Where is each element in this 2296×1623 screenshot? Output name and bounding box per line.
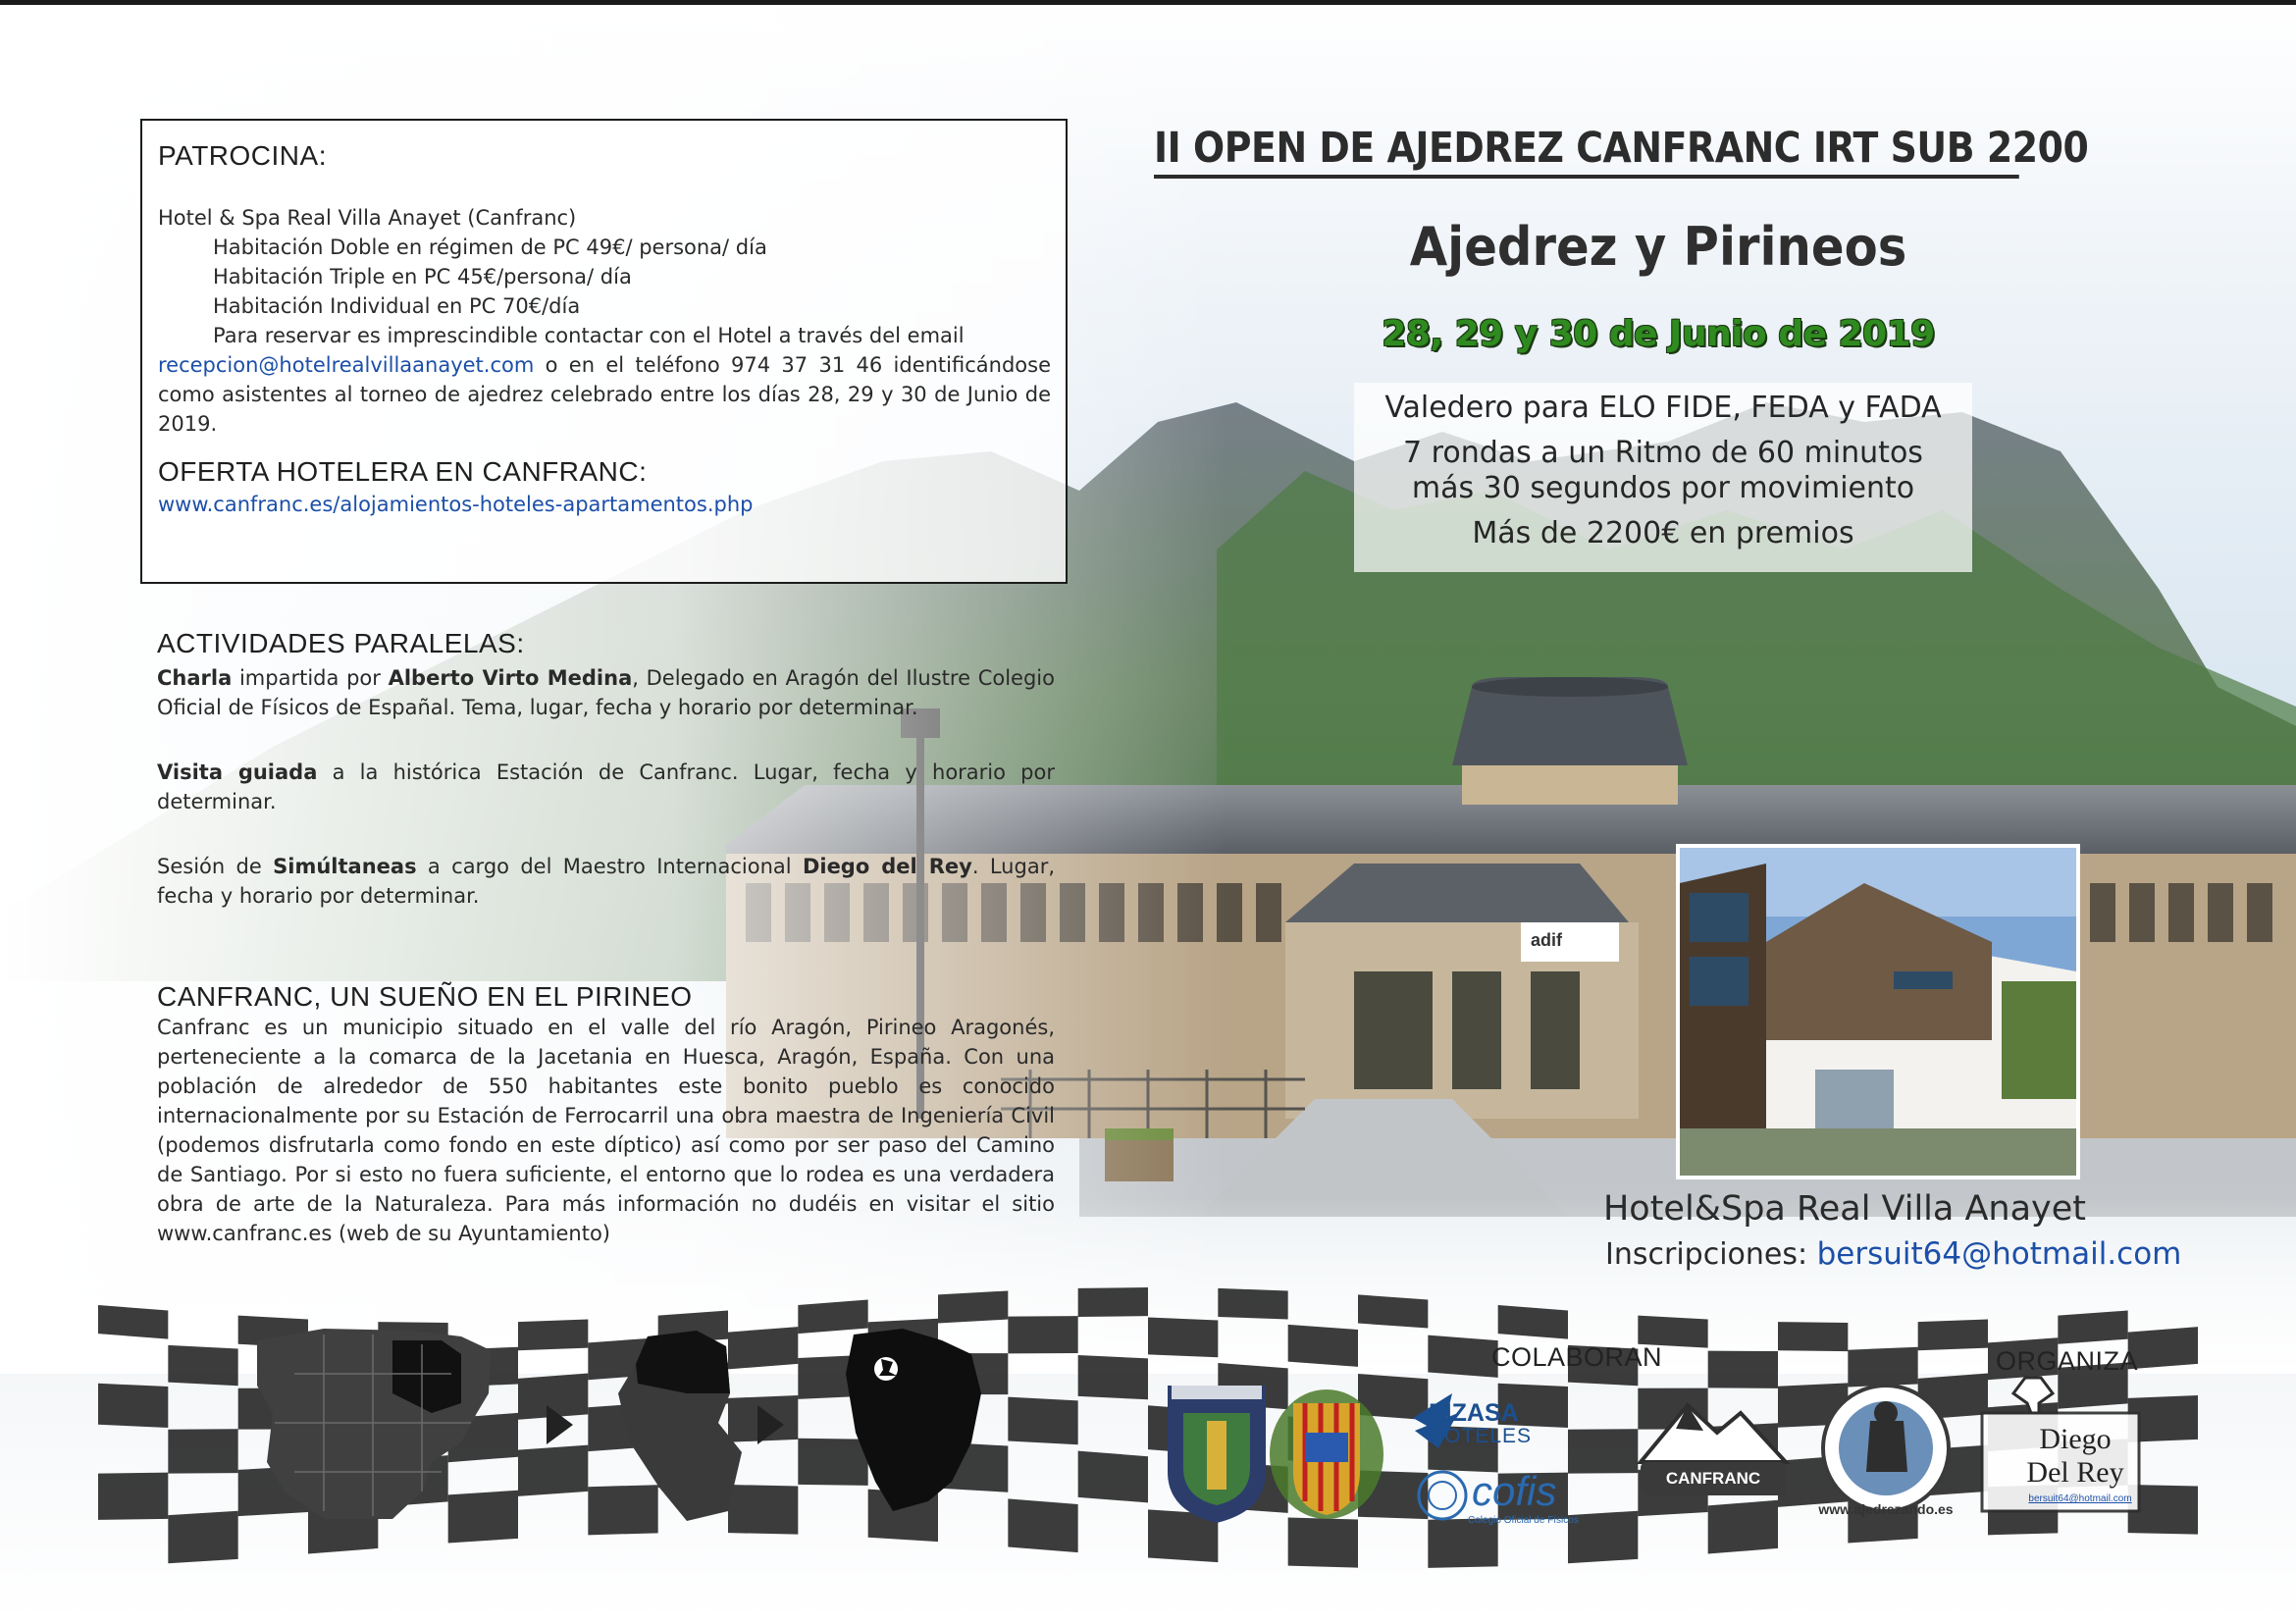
reserve-details [158, 350, 1051, 439]
checker-square [1148, 1318, 1218, 1358]
canfranc-heading: CANFRANC, UN SUEÑO EN EL PIRINEO [157, 981, 693, 1012]
charla-rest: , Delegado en Aragón del Ilustre Colegio Oficial de Físicos de Españal. Tema, lugar, fecha y horario por determinar. [157, 666, 1055, 719]
canfranc-section [157, 981, 1055, 1248]
event-info-box [1354, 383, 1972, 572]
checker-square [1358, 1294, 1428, 1328]
inscriptions-label: Inscripciones: [1605, 1237, 1817, 1272]
info-prizes: Más de 2200€ en premios [1472, 516, 1854, 550]
checker-square [518, 1445, 588, 1496]
hotel-name-bold: Hotel & Spa Real Villa Anayet [158, 206, 461, 230]
eizasa-subtext: HOTELES [1429, 1425, 1533, 1447]
hotel-line [158, 203, 1051, 233]
diego-logo-line2: Del Rey [2026, 1456, 2124, 1489]
ajedrezando-text: www.ajedrezando.es [1818, 1501, 1954, 1517]
visita-label: Visita guiada [157, 760, 318, 784]
checker-square [938, 1290, 1008, 1323]
charla-label: Charla [157, 666, 233, 690]
checker-square [168, 1345, 237, 1386]
checker-square [1008, 1397, 1077, 1445]
cofis-text: cofis [1472, 1468, 1557, 1514]
info-elo: Valedero para ELO FIDE, FEDA y FADA [1384, 391, 1942, 425]
checker-square [1008, 1316, 1077, 1353]
canfranc-body: Canfranc es un municipio situado en el valle del río Aragón, Pirineo Aragonés, perteneciente a la comarca de la Jacetania en Huesca, Aragón, España. Con una población de alrededor de 550 habitantes este bonito pueblo es conocido internacionalmente por su Estación de Ferrocarril una obra maestra de Ingeniería Civil (podemos disfrutarla como fondo en este díptico) así como por ser paso del Camino de Santiago. Por si esto no fuera suficiente, el entorno que lo rodea es una verdadera obra de arte de la Naturaleza. Para más información no dudéis en visitar el sitio www.canfranc.es (web de su Ayuntamiento) [157, 1016, 1055, 1245]
checker-square [1568, 1429, 1638, 1473]
checker-square [1288, 1518, 1358, 1568]
checker-square [448, 1491, 518, 1544]
checker-square [168, 1511, 237, 1564]
colaboran-label: COLABORAN [1491, 1342, 1663, 1372]
event-title: II OPEN DE AJEDREZ CANFRANC IRT SUB 2200 [1154, 124, 2019, 179]
checker-square [1428, 1335, 1497, 1378]
checker-square [728, 1327, 798, 1369]
inscriptions-email-link[interactable]: bersuit64@hotmail.com [1816, 1236, 2182, 1272]
activity-visita [157, 758, 1055, 816]
event-dates: 28, 29 y 30 de Junio de 2019 [1382, 314, 1935, 354]
sesion-master: Diego del Rey [802, 855, 972, 878]
checker-square [168, 1429, 237, 1473]
checker-square [2058, 1311, 2127, 1344]
visita-rest: a la histórica Estación de Canfranc. Lugar, fecha y horario por determinar. [157, 760, 1055, 813]
checker-square [98, 1384, 168, 1428]
checker-square [1498, 1305, 1568, 1339]
sponsor-box [140, 119, 1068, 584]
checker-square [798, 1439, 867, 1486]
organiza-label: ORGANIZA [1996, 1346, 2139, 1376]
reserve-intro: Para reservar es imprescindible contactar con el Hotel a través del email [213, 324, 965, 347]
room-triple: Habitación Triple en PC 45€/persona/ día [213, 265, 632, 288]
checker-square [1078, 1451, 1148, 1503]
sesion-mid: a cargo del Maestro Internacional [416, 855, 803, 878]
room-single: Habitación Individual en PC 70€/día [213, 294, 581, 318]
checker-square [98, 1473, 168, 1520]
checker-square [1848, 1347, 1917, 1387]
inscriptions [1605, 1236, 2182, 1272]
checker-square [588, 1485, 657, 1535]
reserve-rest: o en el teléfono 974 37 31 46 identificándose como asistentes al torneo de ajedrez celebrado entre los días 28, 29 y 30 de Junio de 2019. [158, 353, 1051, 436]
hotel-caption: Hotel&Spa Real Villa Anayet [1602, 1189, 2087, 1229]
offer-link[interactable]: www.canfranc.es/alojamientos-hoteles-apartamentos.php [158, 493, 754, 516]
checker-square [728, 1485, 798, 1535]
checker-square [518, 1320, 588, 1351]
activities-section [157, 628, 1055, 911]
checker-square [1218, 1288, 1287, 1320]
checker-square [1708, 1500, 1778, 1554]
diego-logo-line1: Diego [2039, 1423, 2112, 1455]
checker-square [2128, 1327, 2198, 1369]
eizasa-text: EIZASA [1429, 1399, 1519, 1427]
checker-square [1708, 1351, 1778, 1388]
activity-charla [157, 663, 1055, 722]
jaca-shield-logo [1168, 1386, 1266, 1523]
sesion-label: Simúltaneas [273, 855, 417, 878]
station-sign: adif [1531, 930, 1563, 950]
activity-sesion [157, 852, 1055, 911]
diego-logo-email: bersuit64@hotmail.com [2028, 1493, 2132, 1504]
canfranc-coat-logo [1270, 1389, 1383, 1519]
info-rounds: 7 rondas a un Ritmo de 60 minutos [1403, 436, 1923, 470]
hotel-photo [1676, 844, 2080, 1179]
event-subtitle: Ajedrez y Pirineos [1409, 216, 1907, 278]
offer-heading: OFERTA HOTELERA EN CANFRANC: [158, 456, 648, 487]
checker-square [1918, 1320, 1988, 1351]
canfranc-badge-text: CANFRANC [1665, 1469, 1761, 1488]
scan-edge-line [0, 0, 2296, 5]
sponsor-heading: PATROCINA: [158, 140, 327, 171]
checker-square [1288, 1325, 1358, 1367]
ajedrezando-logo [1823, 1386, 1949, 1511]
checker-square [1008, 1498, 1077, 1552]
room-double: Habitación Doble en régimen de PC 49€/ persona/ día [213, 236, 767, 259]
checker-square [1078, 1355, 1148, 1399]
reserve-email-link[interactable]: recepcion@hotelrealvillaanayet.com [158, 353, 535, 377]
cofis-subtext: Colegio Oficial de Físicos [1468, 1515, 1579, 1526]
sesion-pre: Sesión de [157, 855, 274, 878]
checker-square [798, 1299, 867, 1334]
sesion-rest: . Lugar, fecha y horario por determinar. [157, 855, 1056, 908]
checker-square [1778, 1322, 1848, 1351]
info-increment: más 30 segundos por movimiento [1411, 471, 1915, 505]
activities-heading: ACTIVIDADES PARALELAS: [157, 628, 525, 658]
charla-speaker: Alberto Virto Medina [388, 666, 633, 690]
checker-square [98, 1305, 168, 1339]
hotel-location: (Canfranc) [460, 206, 577, 230]
charla-text: impartida por [232, 666, 389, 690]
checker-square [1078, 1287, 1148, 1317]
